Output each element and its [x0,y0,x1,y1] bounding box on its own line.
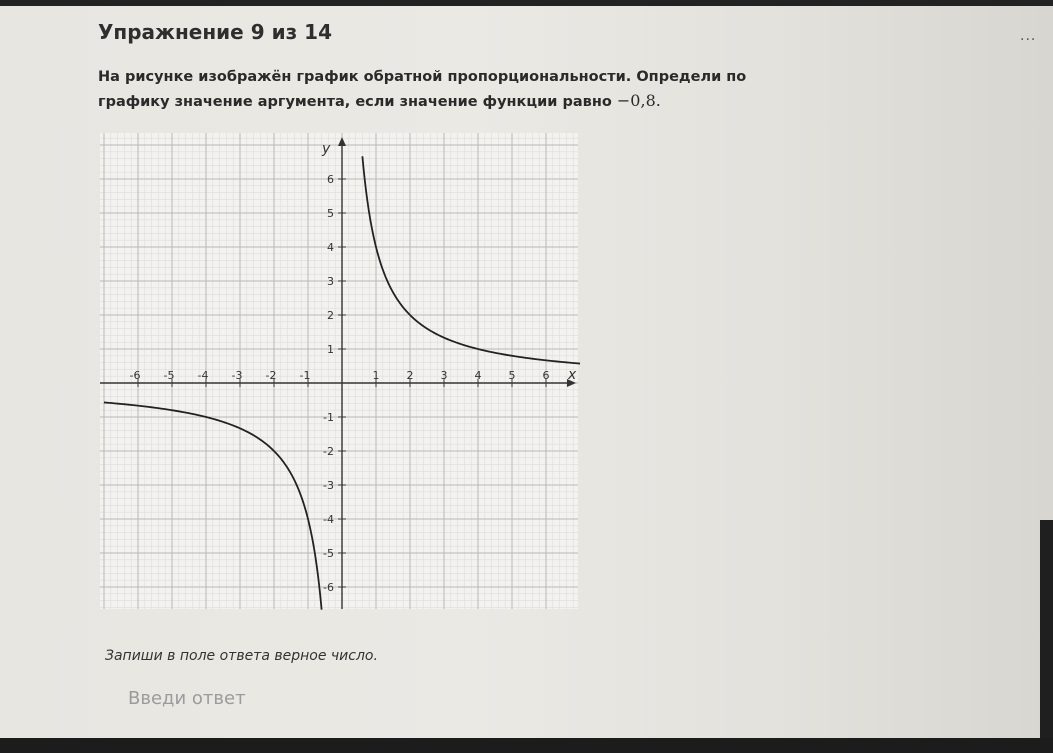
x-tick-label: -3 [231,369,243,382]
y-tick-label: 4 [327,241,334,254]
y-tick-label: -3 [323,479,334,492]
x-tick-label: -6 [129,369,141,382]
y-tick-label: 5 [327,207,334,220]
y-axis-label: y [322,141,331,157]
y-tick-label: -2 [323,445,334,458]
y-tick-label: -4 [323,513,334,526]
x-tick-label: -2 [265,369,277,382]
bottom-bezel [0,738,1053,753]
y-tick-label: -5 [323,547,334,560]
question-text [98,66,798,114]
y-tick-label: -6 [323,581,334,594]
x-tick-label: 6 [542,369,550,382]
x-tick-label: -1 [299,369,311,382]
x-tick-label: -4 [197,369,209,382]
answer-input[interactable] [120,682,436,714]
question-body: На рисунке изображён график обратной пропорциональности. Определи по графику значение аргумента, если значение функции равно [98,69,747,110]
y-tick-label: 1 [327,343,334,356]
x-axis-label: x [568,367,577,383]
x-tick-label: 3 [440,369,448,382]
ellipsis-icon[interactable]: ... [1020,28,1037,44]
y-tick-label: -1 [323,411,334,424]
x-tick-label: 2 [406,369,414,382]
question-value: −0,8. [616,91,661,110]
exercise-title: Упражнение 9 из 14 [98,20,333,44]
x-tick-label: 1 [372,369,380,382]
x-tick-label: -5 [163,369,175,382]
answer-hint: Запиши в поле ответа верное число. [105,648,378,664]
y-tick-label: 2 [327,309,334,322]
y-tick-label: 3 [327,275,334,288]
top-bezel [0,0,1053,6]
bezel-edge [1040,520,1053,738]
x-tick-label: 4 [474,369,482,382]
y-tick-label: 6 [327,173,334,186]
hyperbola-graph [100,133,580,613]
x-tick-label: 5 [508,369,516,382]
